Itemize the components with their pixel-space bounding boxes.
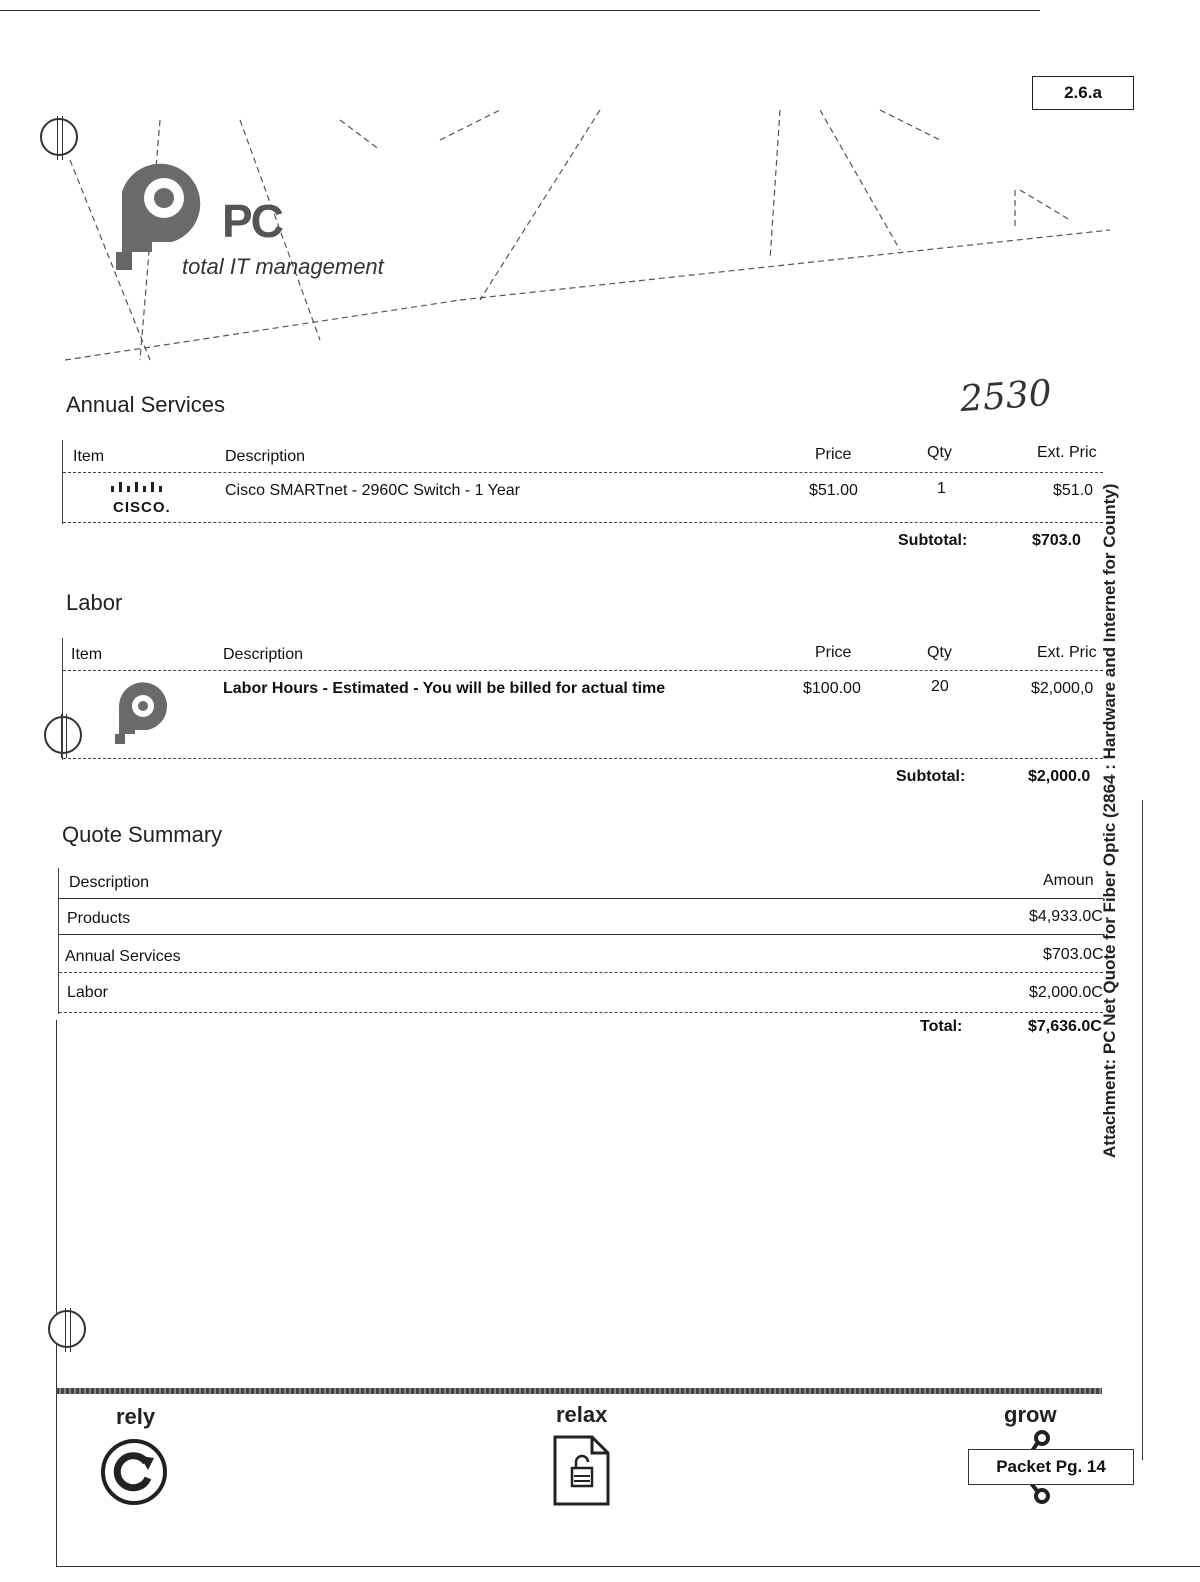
section-title-labor: Labor — [66, 590, 123, 615]
quote-summary-table — [58, 868, 1102, 1014]
handwritten-note: 2530 — [958, 372, 1053, 421]
document-lock-icon — [552, 1434, 612, 1508]
row-rule — [59, 972, 1103, 973]
col-header-item: Item — [73, 448, 105, 465]
row-qty: 20 — [931, 678, 949, 695]
row-ext-price: $51.0 — [1053, 482, 1094, 499]
labor-table — [62, 638, 1102, 760]
subtotal-label: Subtotal: — [896, 768, 966, 785]
subtotal-value: $703.0 — [1032, 532, 1081, 549]
footer-word-rely: rely — [116, 1404, 156, 1429]
brand-short: PC — [222, 195, 282, 247]
col-header-price: Price — [815, 644, 852, 661]
row-price: $51.00 — [809, 482, 858, 499]
section-title-quote-summary: Quote Summary — [62, 822, 223, 847]
total-label: Total: — [920, 1018, 963, 1035]
footer-bar — [56, 1388, 1102, 1394]
row-price: $100.00 — [803, 680, 861, 697]
col-header-ext-price: Ext. Pric — [1037, 444, 1097, 461]
summary-row-label: Annual Services — [65, 948, 181, 965]
header-rule — [63, 670, 1103, 671]
col-header-price: Price — [815, 446, 852, 463]
table-bottom-rule — [63, 758, 1103, 759]
footer-word-grow: grow — [1004, 1402, 1057, 1427]
summary-row-label: Labor — [67, 984, 108, 1001]
top-border-line — [0, 10, 1040, 11]
page-tag: 2.6.a — [1032, 76, 1134, 110]
subtotal-value: $2,000.0 — [1028, 768, 1091, 785]
col-header-ext-price: Ext. Pric — [1037, 644, 1097, 661]
row-qty: 1 — [937, 480, 946, 497]
summary-row-amount: $2,000.0C — [1029, 984, 1103, 1001]
section-title-annual-services: Annual Services — [66, 392, 225, 417]
refresh-icon — [100, 1438, 170, 1508]
cisco-logo-icon — [107, 480, 177, 494]
summary-row-label: Products — [67, 910, 131, 927]
col-header-description: Description — [225, 448, 306, 465]
footer-word-relax: relax — [556, 1402, 608, 1427]
col-header-item: Item — [71, 646, 103, 663]
row-description: Cisco SMARTnet - 2960C Switch - 1 Year — [225, 482, 520, 499]
table-row — [107, 480, 177, 516]
col-header-qty: Qty — [927, 644, 952, 661]
subtotal-label: Subtotal: — [898, 532, 968, 549]
total-value: $7,636.0C — [1028, 1018, 1102, 1035]
table-bottom-rule — [63, 522, 1103, 523]
col-header-description: Description — [69, 874, 150, 891]
col-header-qty: Qty — [927, 444, 952, 461]
annual-services-table — [62, 440, 1102, 524]
pc-logo-icon — [107, 678, 171, 748]
bottom-border-line — [56, 1566, 1200, 1567]
row-description: Labor Hours - Estimated - You will be billed for actual time — [223, 680, 666, 697]
side-rule — [1142, 800, 1143, 1460]
header-rule — [59, 898, 1103, 899]
summary-row-amount: $4,933.0C — [1029, 908, 1103, 925]
header-rule — [63, 472, 1103, 473]
brand-tagline: total IT management — [182, 254, 384, 279]
left-border-line — [56, 1020, 57, 1566]
cisco-logo-text: CISCO. — [113, 499, 171, 516]
side-caption: Attachment: PC Net Quote for Fiber Optic (2864 : Hardware and Internet for County) — [1100, 483, 1119, 1158]
row-ext-price: $2,000,0 — [1031, 680, 1094, 697]
packet-page-label: Packet Pg. 14 — [968, 1449, 1134, 1485]
col-header-description: Description — [223, 646, 304, 663]
summary-row-amount: $703.0C — [1043, 946, 1104, 963]
col-header-amount: Amoun — [1043, 872, 1094, 889]
table-bottom-rule — [59, 1012, 1103, 1013]
row-rule — [59, 934, 1103, 935]
punch-hole-icon — [48, 1310, 86, 1348]
